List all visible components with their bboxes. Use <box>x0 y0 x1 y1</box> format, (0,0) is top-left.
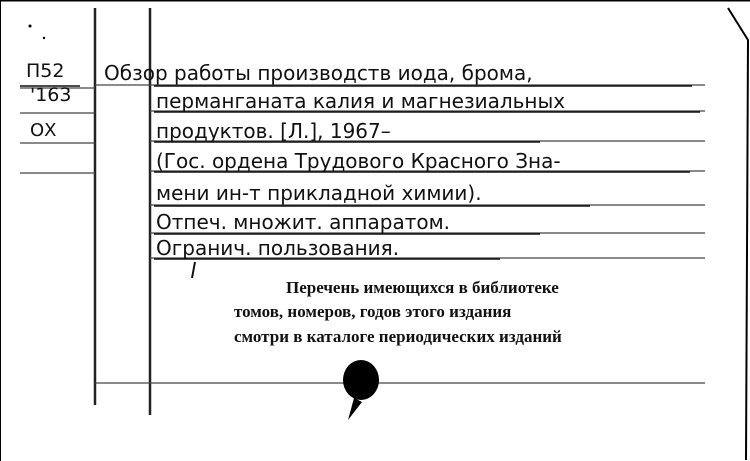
title-line-4: (Гос. ордена Трудового Красного Зна- <box>156 149 561 173</box>
stamp-line-2: томов, номеров, годов этого издания <box>234 302 512 321</box>
title-line-7: Огранич. пользования. <box>156 236 400 260</box>
shelfmark-line-1: П52 <box>26 60 65 82</box>
title-line-2: перманганата калия и магнезиальных <box>156 89 566 113</box>
shelfmark-line-3: ОХ <box>30 120 57 141</box>
stamp-line-1: Перечень имеющихся в библиотеке <box>286 278 559 297</box>
title-line-3: продуктов. [Л.], 1967– <box>156 119 391 143</box>
title-line-6: Отпеч. множит. аппаратом. <box>156 210 451 234</box>
title-line-1: Обзор работы производств иода, брома, <box>104 61 533 85</box>
shelfmark-line-2: '163 <box>30 84 72 106</box>
stamp-line-3: смотри в каталоге периодических изданий <box>234 327 562 346</box>
title-line-5: мени ин-т прикладной химии). <box>156 181 482 205</box>
